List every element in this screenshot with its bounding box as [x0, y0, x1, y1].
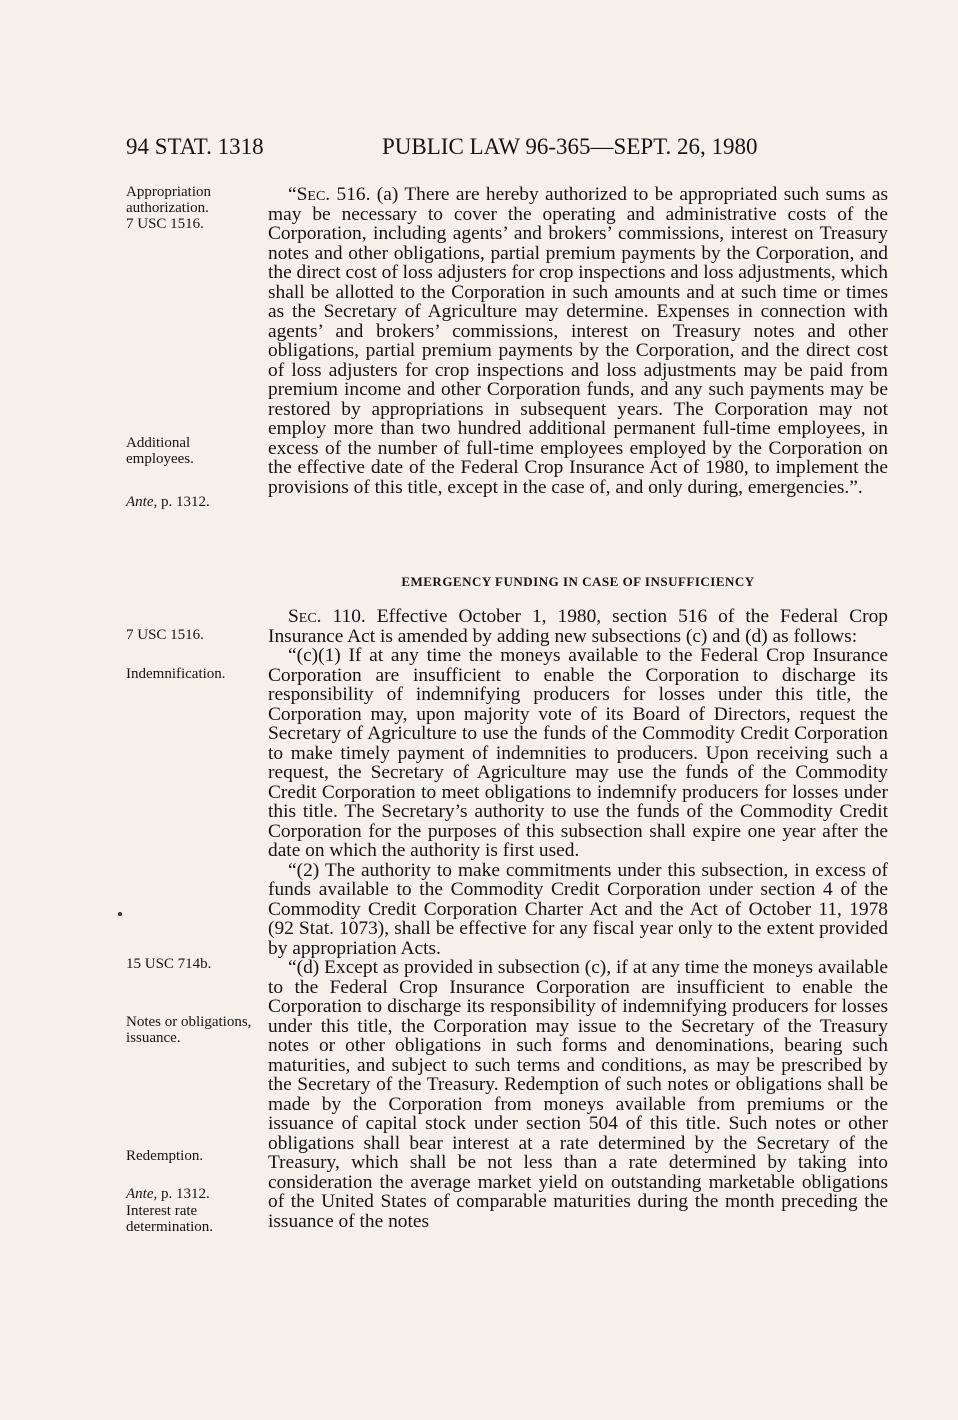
section-110-text	[268, 607, 888, 1231]
margin-note-usc-1516: 7 USC 1516.	[126, 627, 204, 643]
section-heading: EMERGENCY FUNDING IN CASE OF INSUFFICIENCY	[401, 574, 755, 589]
margin-note-ante-1	[126, 494, 256, 510]
subsection-c2: “(2) The authority to make commitments under this subsection, in excess of funds available to the Commodity Credit Corporation under section 4 of the Commodity Credit Corporation Charter Act and the Act of October 11, 1978 (92 Stat. 1073), shall be effective for any fiscal year only to the extent provided by appropriation Acts.	[268, 859, 888, 959]
section-110-intro: 110. Effective October 1, 1980, section 516 of the Federal Crop Insurance Act is amended by adding new subsections (c) and (d) as follows:	[268, 606, 888, 647]
subsection-c1: “(c)(1) If at any time the moneys available to the Federal Crop Insurance Corporation are insufficient to enable the Corporation to discharge its responsibility of indemnifying producers for losses under this title, the Corporation may, upon majority vote of its Board of Directors, request the Secretary of Agriculture to use the funds of the Commodity Credit Corporation to make timely payment of indemnities to producers. Upon receiving such a request, the Secretary of Agriculture may use the funds of the Commodity Credit Corporation to meet obligations to indemnify producers for losses under this title. The Secretary’s authority to use the funds of the Commodity Credit Corporation for the purposes of this subsection shall expire one year after the date on which the authority is first used.	[268, 645, 888, 861]
ante-page: p. 1312.	[157, 1186, 210, 1202]
margin-note-notes-issuance: Notes or obligations, issuance.	[126, 1014, 252, 1046]
margin-note-interest-rate: Interest rate determination.	[126, 1203, 214, 1235]
section-label: Sec.	[288, 606, 322, 627]
margin-note-text: Appropriation authorization.	[126, 184, 211, 216]
ante-page: p. 1312.	[157, 494, 210, 510]
margin-note-appropriation	[126, 184, 256, 232]
section-516-body: 516. (a) There are hereby authorized to be appropriated such sums as may be necessary to cover the operating and administrative costs of the Corporation, including agents’ and brokers’ commissions, interest on Treasury notes and other obligations, partial premium payments by the Corporation, and the direct cost of loss adjusters for crop inspections and loss adjustments, which shall be allotted to the Corporation in such amounts and at such time or times as the Secretary of Agriculture may determine. Expenses in connection with agents’ and brokers’ commissions, interest on Treasury notes and other obligations, partial premium payments by the Corporation, and the direct cost of loss adjusters for crop inspections and loss adjustments may be paid from premium income and other Corporation funds, and any such payments may be restored by appropriations in subsequent years. The Corporation may not employ more than two hundred additional permanent full-time employees, in excess of the number of full-time employees employed by the Corporation on the effective date of the Federal Crop Insurance Act of 1980, to implement the provisions of this title, except in the case of, and only during, emergencies.”.	[268, 184, 888, 498]
section-label: “Sec.	[288, 184, 331, 205]
ante-italic: Ante,	[126, 1186, 158, 1202]
subsection-d: “(d) Except as provided in subsection (c), if at any time the moneys available to the Federal Crop Insurance Corporation are insufficient to enable the Corporation to discharge its responsibility of indemnifying producers for losses under this title, the Corporation may issue to the Secretary of the Treasury notes or other obligations in such forms and denominations, bearing such maturities, and subject to such terms and conditions, as may be prescribed by the Secretary of the Treasury. Redemption of such notes or obligations shall be made by the Corporation from moneys available from premiums or the issuance of capital stock under section 504 of this title. Such notes or other obligations shall bear interest at a rate determined by the Secretary of the Treasury, which shall be not less than a rate determined by taking into consideration the average market yield on outstanding marketable obligations of the United States of comparable maturities during the month preceding the issuance of the notes	[268, 957, 888, 1232]
margin-note-usc-714b: 15 USC 714b.	[126, 956, 212, 972]
margin-note-citation: 7 USC 1516.	[126, 216, 204, 232]
section-516-text	[268, 185, 888, 497]
page-title: PUBLIC LAW 96-365—SEPT. 26, 1980	[382, 134, 758, 159]
margin-note-indemnification: Indemnification.	[126, 666, 226, 682]
stray-dot	[118, 912, 122, 916]
margin-note-additional-employees: Additional employees.	[126, 435, 194, 467]
margin-note-ante-2	[126, 1186, 256, 1202]
margin-note-redemption: Redemption.	[126, 1148, 204, 1164]
page-reference: 94 STAT. 1318	[126, 134, 264, 159]
ante-italic: Ante,	[126, 494, 158, 510]
